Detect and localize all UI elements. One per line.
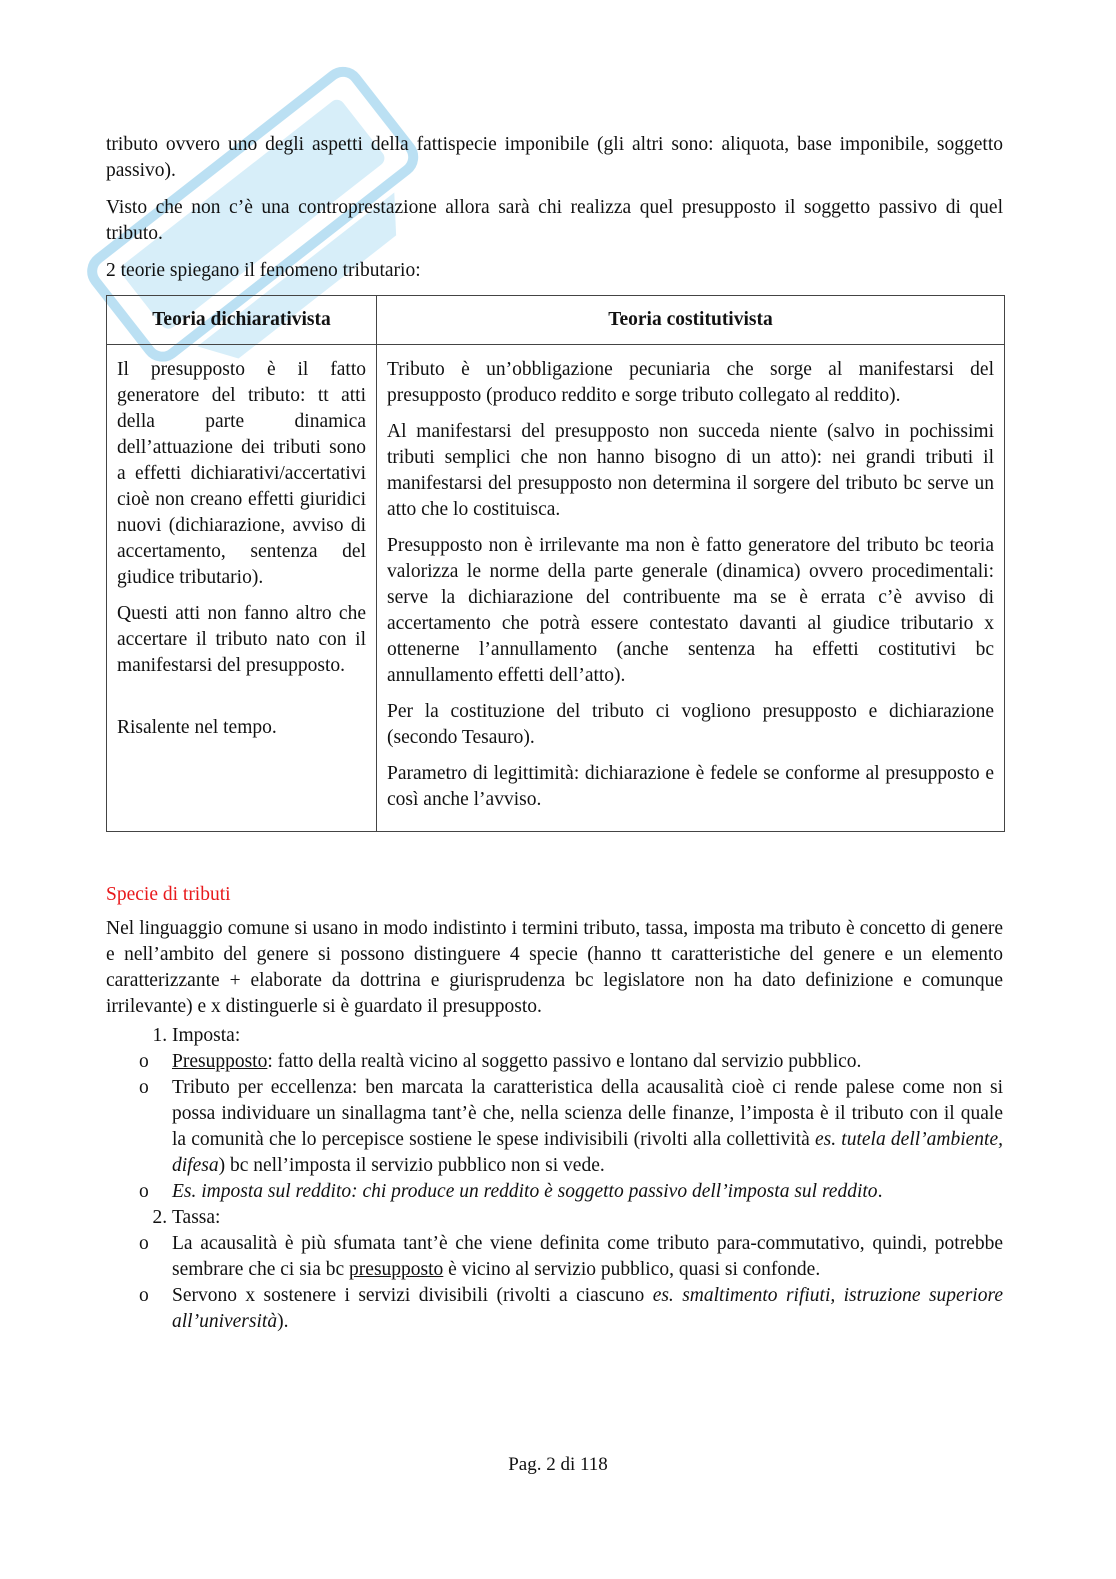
- imposta-bullet-3: [105, 1179, 1003, 1205]
- left-paragraph-3: Risalente nel tempo.: [117, 717, 277, 738]
- header-costitutivista: Teoria costitutivista: [377, 296, 1005, 345]
- imposta-bullet-2-text-a: Tributo per eccellenza: ben marcata la caratteristica della acausalità cioè ci rende palese come non si possa individuare un sinallagma tant’è che, nella scienza delle finanze, l’imposta è il tributo con il quale la comunità che lo percepisce sostiene le spese indivisibili (rivolti alla collettività: [172, 1077, 1003, 1150]
- species-item-imposta: [139, 1023, 1003, 1205]
- bullet-icon: o: [139, 1051, 149, 1072]
- table-header-row: [107, 296, 1005, 345]
- species-label-tassa: Tassa:: [172, 1207, 221, 1228]
- imposta-bullet-3-end: .: [877, 1181, 883, 1202]
- bullet-icon: o: [139, 1233, 149, 1254]
- intro-paragraph-3: 2 teorie spiegano il fenomeno tributario:: [106, 260, 421, 281]
- page-footer: Pag. 2 di 118: [508, 1454, 608, 1475]
- imposta-bullet-1: [105, 1049, 1003, 1075]
- imposta-bullet-1-text: : fatto della realtà vicino al soggetto passivo e lontano dal servizio pubblico.: [267, 1051, 862, 1072]
- page-body: [106, 132, 1003, 1335]
- spacer: [117, 689, 366, 715]
- imposta-bullet-2: [105, 1075, 1003, 1179]
- left-paragraph-2: Questi atti non fanno altro che accertare il tributo nato con il manifestarsi del presupposto.: [117, 603, 366, 676]
- right-paragraph-3: Presupposto non è irrilevante ma non è fatto generatore del tributo bc teoria valorizza le norme della parte generale (dinamica) ovvero procedimentali: serve la dichiarazione del contribuente ma se è errata c’è avviso di accertamento che potrà essere contestato davanti al giudice tributario x ottenerne l’annullamento (anche sentenza ha effetti costitutivi bc annullamento effetti dell’atto).: [387, 535, 994, 686]
- cell-costitutivista: [377, 345, 1005, 832]
- section-heading: Specie di tributi: [106, 884, 231, 905]
- intro-paragraph-2: Visto che non c’è una controprestazione allora sarà chi realizza quel presupposto il soggetto passivo di quel tributo.: [106, 197, 1003, 244]
- imposta-bullet-2-example: es. tutela dell’ambiente, difesa: [172, 1129, 1003, 1176]
- species-item-tassa: [139, 1205, 1003, 1335]
- tassa-bullet-2-text-b: ).: [277, 1311, 289, 1332]
- tassa-bullet-1-text-a: La acausalità è più sfumata tant’è che viene definita come tributo para-commutativo, quindi, potrebbe sembrare che ci sia bc: [172, 1233, 1003, 1280]
- tassa-sublist: [139, 1231, 1003, 1335]
- bullet-icon: o: [139, 1181, 149, 1202]
- left-paragraph-1: Il presupposto è il fatto generatore del tributo: tt atti della parte dinamica dell’attuazione dei tributi sono a effetti dichiarativi/accertativi cioè non creano effetti giuridici nuovi (dichiarazione, avviso di accertamento, sentenza del giudice tributario).: [117, 359, 366, 588]
- tassa-bullet-2: [105, 1283, 1003, 1335]
- right-paragraph-2: Al manifestarsi del presupposto non succeda niente (salvo in pochissimi tributi semplici che non hanno bisogno di un atto): nei grandi tributi il manifestarsi del presupposto non determina il sorgere del tributo bc serve un atto che lo costituisca.: [387, 421, 994, 520]
- bullet-icon: o: [139, 1285, 149, 1306]
- imposta-bullet-2-text-b: ) bc nell’imposta il servizio pubblico non si vede.: [218, 1155, 605, 1176]
- tassa-bullet-1: [105, 1231, 1003, 1283]
- presupposto-term: Presupposto: [172, 1051, 268, 1072]
- right-paragraph-5: Parametro di legittimità: dichiarazione è fedele se conforme al presupposto e così anche l’avviso.: [387, 763, 994, 810]
- presupposto-term: presupposto: [349, 1259, 444, 1280]
- tassa-bullet-2-text-a: Servono x sostenere i servizi divisibili (rivolti a ciascuno: [172, 1285, 653, 1306]
- right-paragraph-1: Tributo è un’obbligazione pecuniaria che sorge al manifestarsi del presupposto (produco reddito e sorge tributo collegato al reddito).: [387, 359, 994, 406]
- imposta-bullet-3-text: Es. imposta sul reddito: chi produce un reddito è soggetto passivo dell’imposta sul reddito: [172, 1181, 878, 1202]
- species-label-imposta: Imposta:: [172, 1025, 241, 1046]
- tassa-bullet-2-example: es. smaltimento rifiuti, istruzione superiore all’università: [172, 1285, 1003, 1332]
- right-paragraph-4: Per la costituzione del tributo ci vogliono presupposto e dichiarazione (secondo Tesauro).: [387, 701, 994, 748]
- intro-paragraph-1: tributo ovvero uno degli aspetti della fattispecie imponibile (gli altri sono: aliquota, base imponibile, soggetto passivo).: [106, 134, 1003, 181]
- table-body-row: [107, 345, 1005, 832]
- imposta-sublist: [139, 1049, 1003, 1205]
- species-list: [106, 1023, 1003, 1335]
- theories-table: [106, 295, 1005, 832]
- header-dichiarativista: Teoria dichiarativista: [107, 296, 377, 345]
- tassa-bullet-1-text-b: è vicino al servizio pubblico, quasi si confonde.: [443, 1259, 821, 1280]
- bullet-icon: o: [139, 1077, 149, 1098]
- section-intro: Nel linguaggio comune si usano in modo indistinto i termini tributo, tassa, imposta ma tributo è concetto di genere e nell’ambito del genere si possono distinguere 4 specie (hanno tt caratteristiche del genere e un elemento caratterizzante + elaborate da dottrina e giurisprudenza bc legislatore non ha dato definizione e comunque irrilevante) e x distinguerle si è guardato il presupposto.: [106, 918, 1003, 1017]
- cell-dichiarativista: [107, 345, 377, 832]
